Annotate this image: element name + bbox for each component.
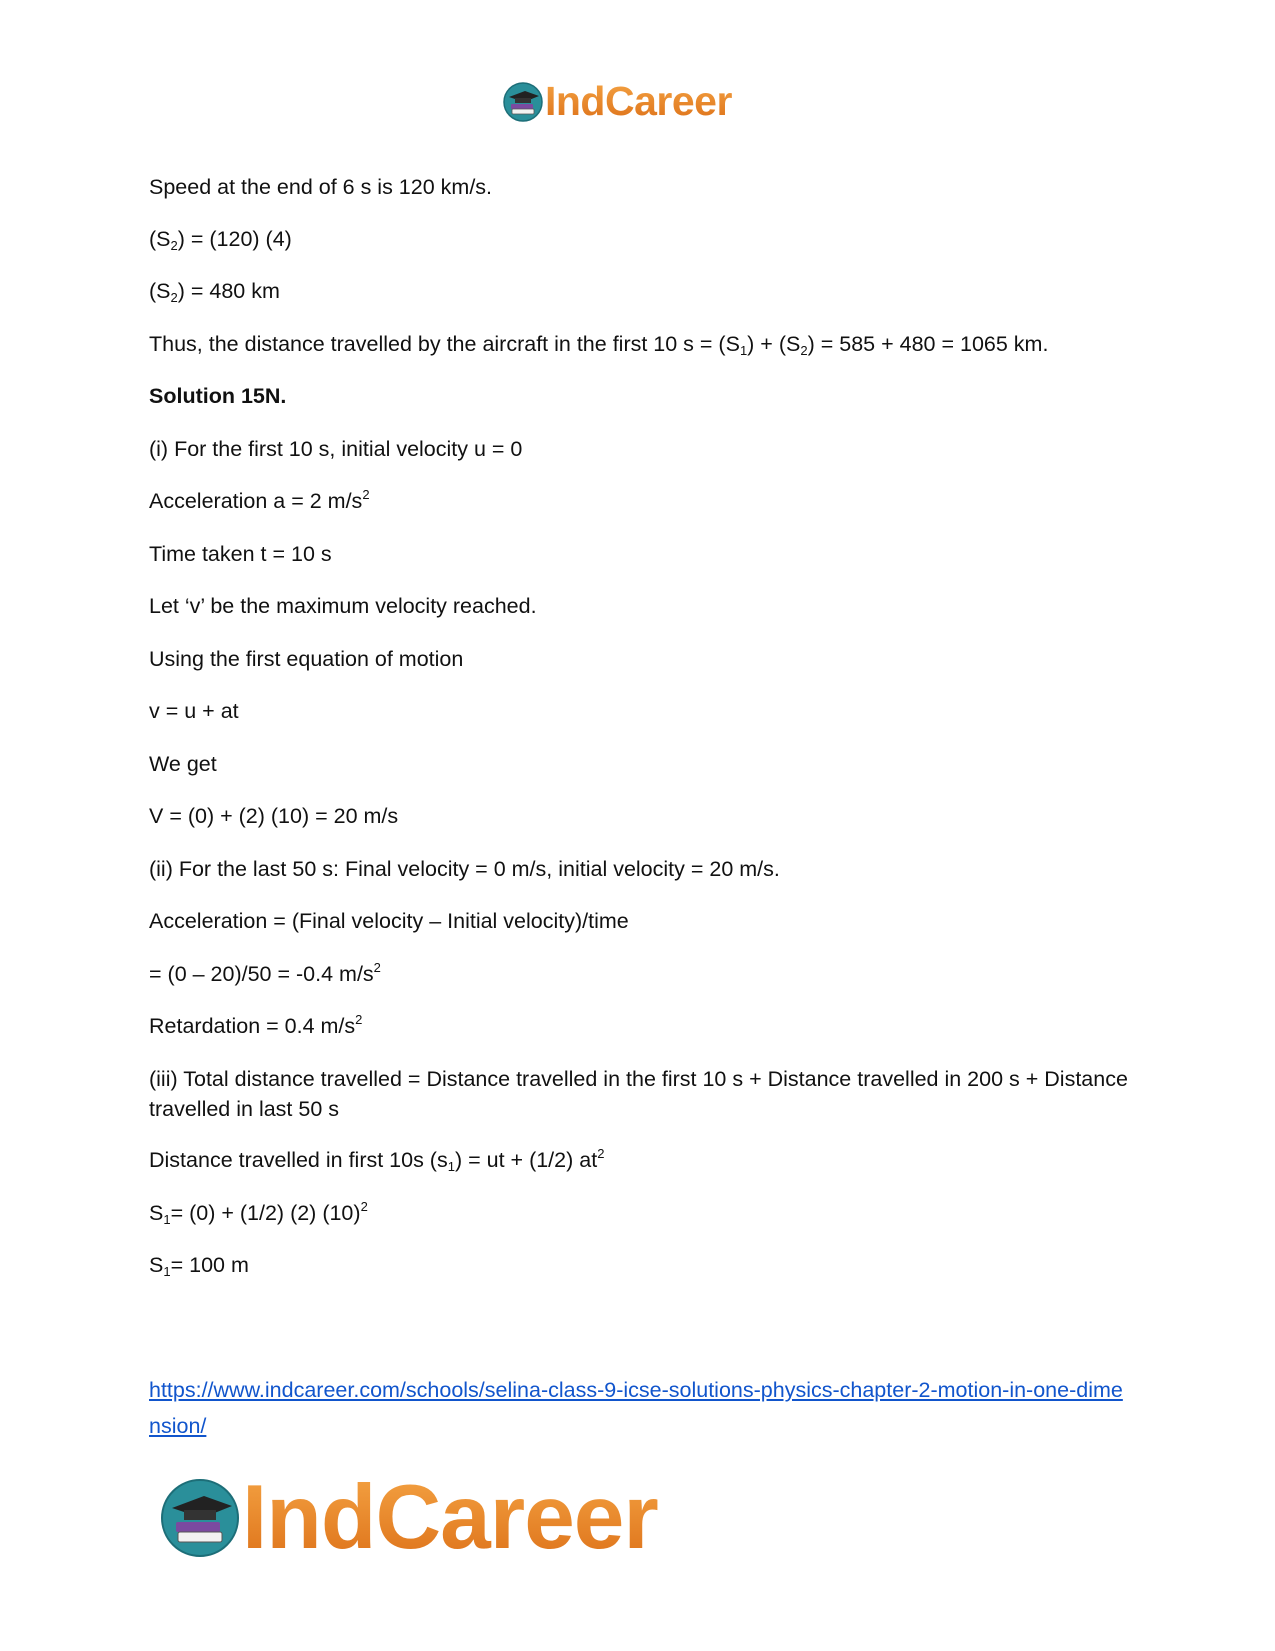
text-line: v = u + at (149, 699, 239, 723)
text-line: = (0 – 20)/50 = -0.4 $m/s^2$ (149, 960, 381, 986)
text-line: Let ‘v’ be the maximum velocity reached. (149, 594, 537, 618)
text-line: $(S_2) = (120)$ (4) (149, 227, 292, 253)
text-line: $(S_2) = 480$ km (149, 279, 280, 305)
text-line: We get (149, 752, 217, 776)
text-line: Time taken t = 10 s (149, 542, 332, 566)
text-line: Using the first equation of motion (149, 647, 464, 671)
text-line: V = (0) + (2) (10) = 20 m/s (149, 804, 399, 828)
text-line: Acceleration = (Final velocity – Initial velocity)/time (149, 909, 629, 933)
logo-wordmark: IndCareer (242, 1467, 658, 1568)
footer-logo (160, 1466, 658, 1570)
graduation-cap-book-icon (503, 82, 543, 122)
text-line: (ii) For the last 50 s: Final velocity = 0 m/s, initial velocity = 20 m/s. (149, 857, 780, 881)
graduation-cap-book-icon (160, 1478, 240, 1558)
text-line: Speed at the end of 6 s is 120 km/s. (149, 175, 493, 199)
text-line: (i) For the first 10 s, initial velocity u = 0 (149, 437, 523, 461)
text-line: $S_1= (0) + (1/2)$ (2) $(10)^2$ (149, 1199, 368, 1227)
logo-wordmark: IndCareer (545, 78, 732, 124)
text-paragraph: (iii) Total distance travelled = Distance travelled in the first 10 s + Distance travelled in 200 s + Distance travelled in last 50 s (149, 1067, 1128, 1121)
text-line: $S_1= 100$ m (149, 1253, 249, 1279)
text-line: Acceleration a = 2 $m/s^2$ (149, 487, 370, 513)
text-line: Distance travelled in first 10s $(s_1)$ = ut + (1/2) $at^2$ (149, 1146, 605, 1174)
solution-heading: Solution 15N. (149, 384, 287, 408)
text-line: Thus, the distance travelled by the aircraft in the first 10 $s = (S_1) + (S_2) = 585 + 480 = 1065$ km. (149, 332, 1049, 358)
text-line: Retardation = 0.4 $m/s^2$ (149, 1012, 363, 1038)
header-logo (503, 78, 732, 125)
source-link[interactable]: https://www.indcareer.com/schools/selina-class-9-icse-solutions-physics-chapter-2-motion-in-one-dimension/ (149, 1378, 1123, 1438)
